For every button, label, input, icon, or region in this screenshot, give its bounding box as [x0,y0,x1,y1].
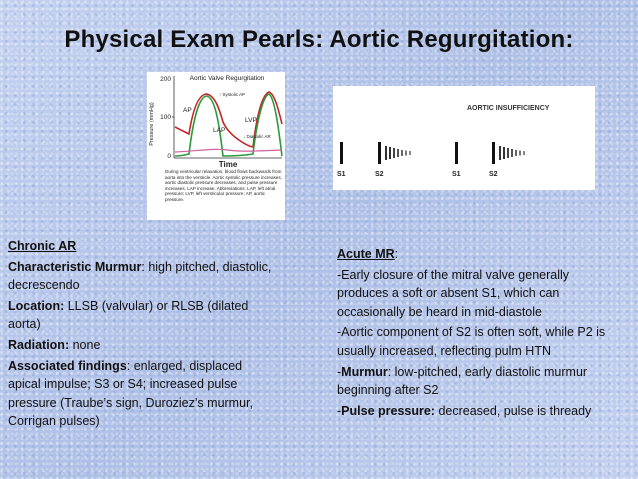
label-s2-a: S2 [375,171,384,178]
label-ap: AP [183,107,192,114]
s2-murmur-2 [492,142,525,164]
figure-ylabel: Pressure (mmHg) [149,102,155,146]
label-s2-b: S2 [489,171,498,178]
label-s1-a: S1 [337,171,346,178]
acute-mr-column: Acute MR: -Early closure of the mitral valve generally produces a soft or absent S1, which can occasionally be heard in mid-diastole -Aortic component of S2 is often soft, while P2 is usually increased, reflecting pulm HTN -Murmur: low-pitched, early diastolic murmur beginning after S2 -Pulse pressure: decreased, pulse is thready [337,245,607,422]
s1-bar-1 [340,142,343,164]
ytick-0: 0 [167,153,171,160]
pressure-tracing-svg [147,72,285,220]
ytick-100: 100 [160,114,171,121]
figure-caption: During ventricular relaxation, blood flows backwards from aorta into the ventricle. Aortic systolic pressure increases, aortic diastolic pressure decreases, and pulse pressure increases. LAP increase. Abbreviations: LAP, left atrial pressure; LVP, left ventricular pressure; AP, aortic pressure. [165,169,282,202]
figure-xlabel: Time [218,160,238,169]
label-systolic-ap: ↑ Systolic AP [219,92,246,97]
phonocardiogram-svg [333,86,595,190]
label-s1-b: S1 [452,171,461,178]
chronic-ar-column [8,237,278,433]
s1-closure-item: -Early closure of the mitral valve generally produces a soft or absent S1, which can occasionally be heard in mid-diastole [337,267,570,319]
acute-mr-heading: Acute MR [337,247,395,261]
s2-component-item: -Aortic component of S2 is often soft, while P2 is usually increased, reflecting pulm HTN [337,325,606,358]
phono-heading: AORTIC INSUFFICIENCY [467,105,550,112]
chronic-ar-heading: Chronic AR [8,239,77,253]
label-lap: LAP [213,127,226,134]
atrial-pressure-curve [175,149,282,152]
label-diastolic-ar: ↓ Diastolic AR [243,134,271,139]
figure-chart-title: Aortic Valve Regurgitation [189,75,265,82]
location-item: Location: LLSB (valvular) or RLSB (dilated aorta) [8,298,249,332]
associated-findings-item: Associated findings: enlarged, displaced apical impulse; S3 or S4; increased pulse pressure (Traube’s sign, Duroziez’s murmur, Corrigan pulses) [8,358,253,429]
ytick-200: 200 [160,76,171,83]
radiation-item: Radiation: none [8,337,101,352]
slide-title: Physical Exam Pearls: Aortic Regurgitation: [64,26,574,53]
mr-murmur-item: -Murmur: low-pitched, early diastolic murmur beginning after S2 [337,364,588,398]
murmur-item: Characteristic Murmur: high pitched, diastolic, decrescendo [8,259,272,293]
label-lvp: LVP [245,117,257,124]
pressure-tracing-figure [147,72,285,220]
phonocardiogram-figure [333,86,595,190]
s2-murmur-1 [378,142,411,164]
s1-bar-2 [455,142,458,164]
pulse-pressure-item: -Pulse pressure: decreased, pulse is thready [337,403,592,418]
